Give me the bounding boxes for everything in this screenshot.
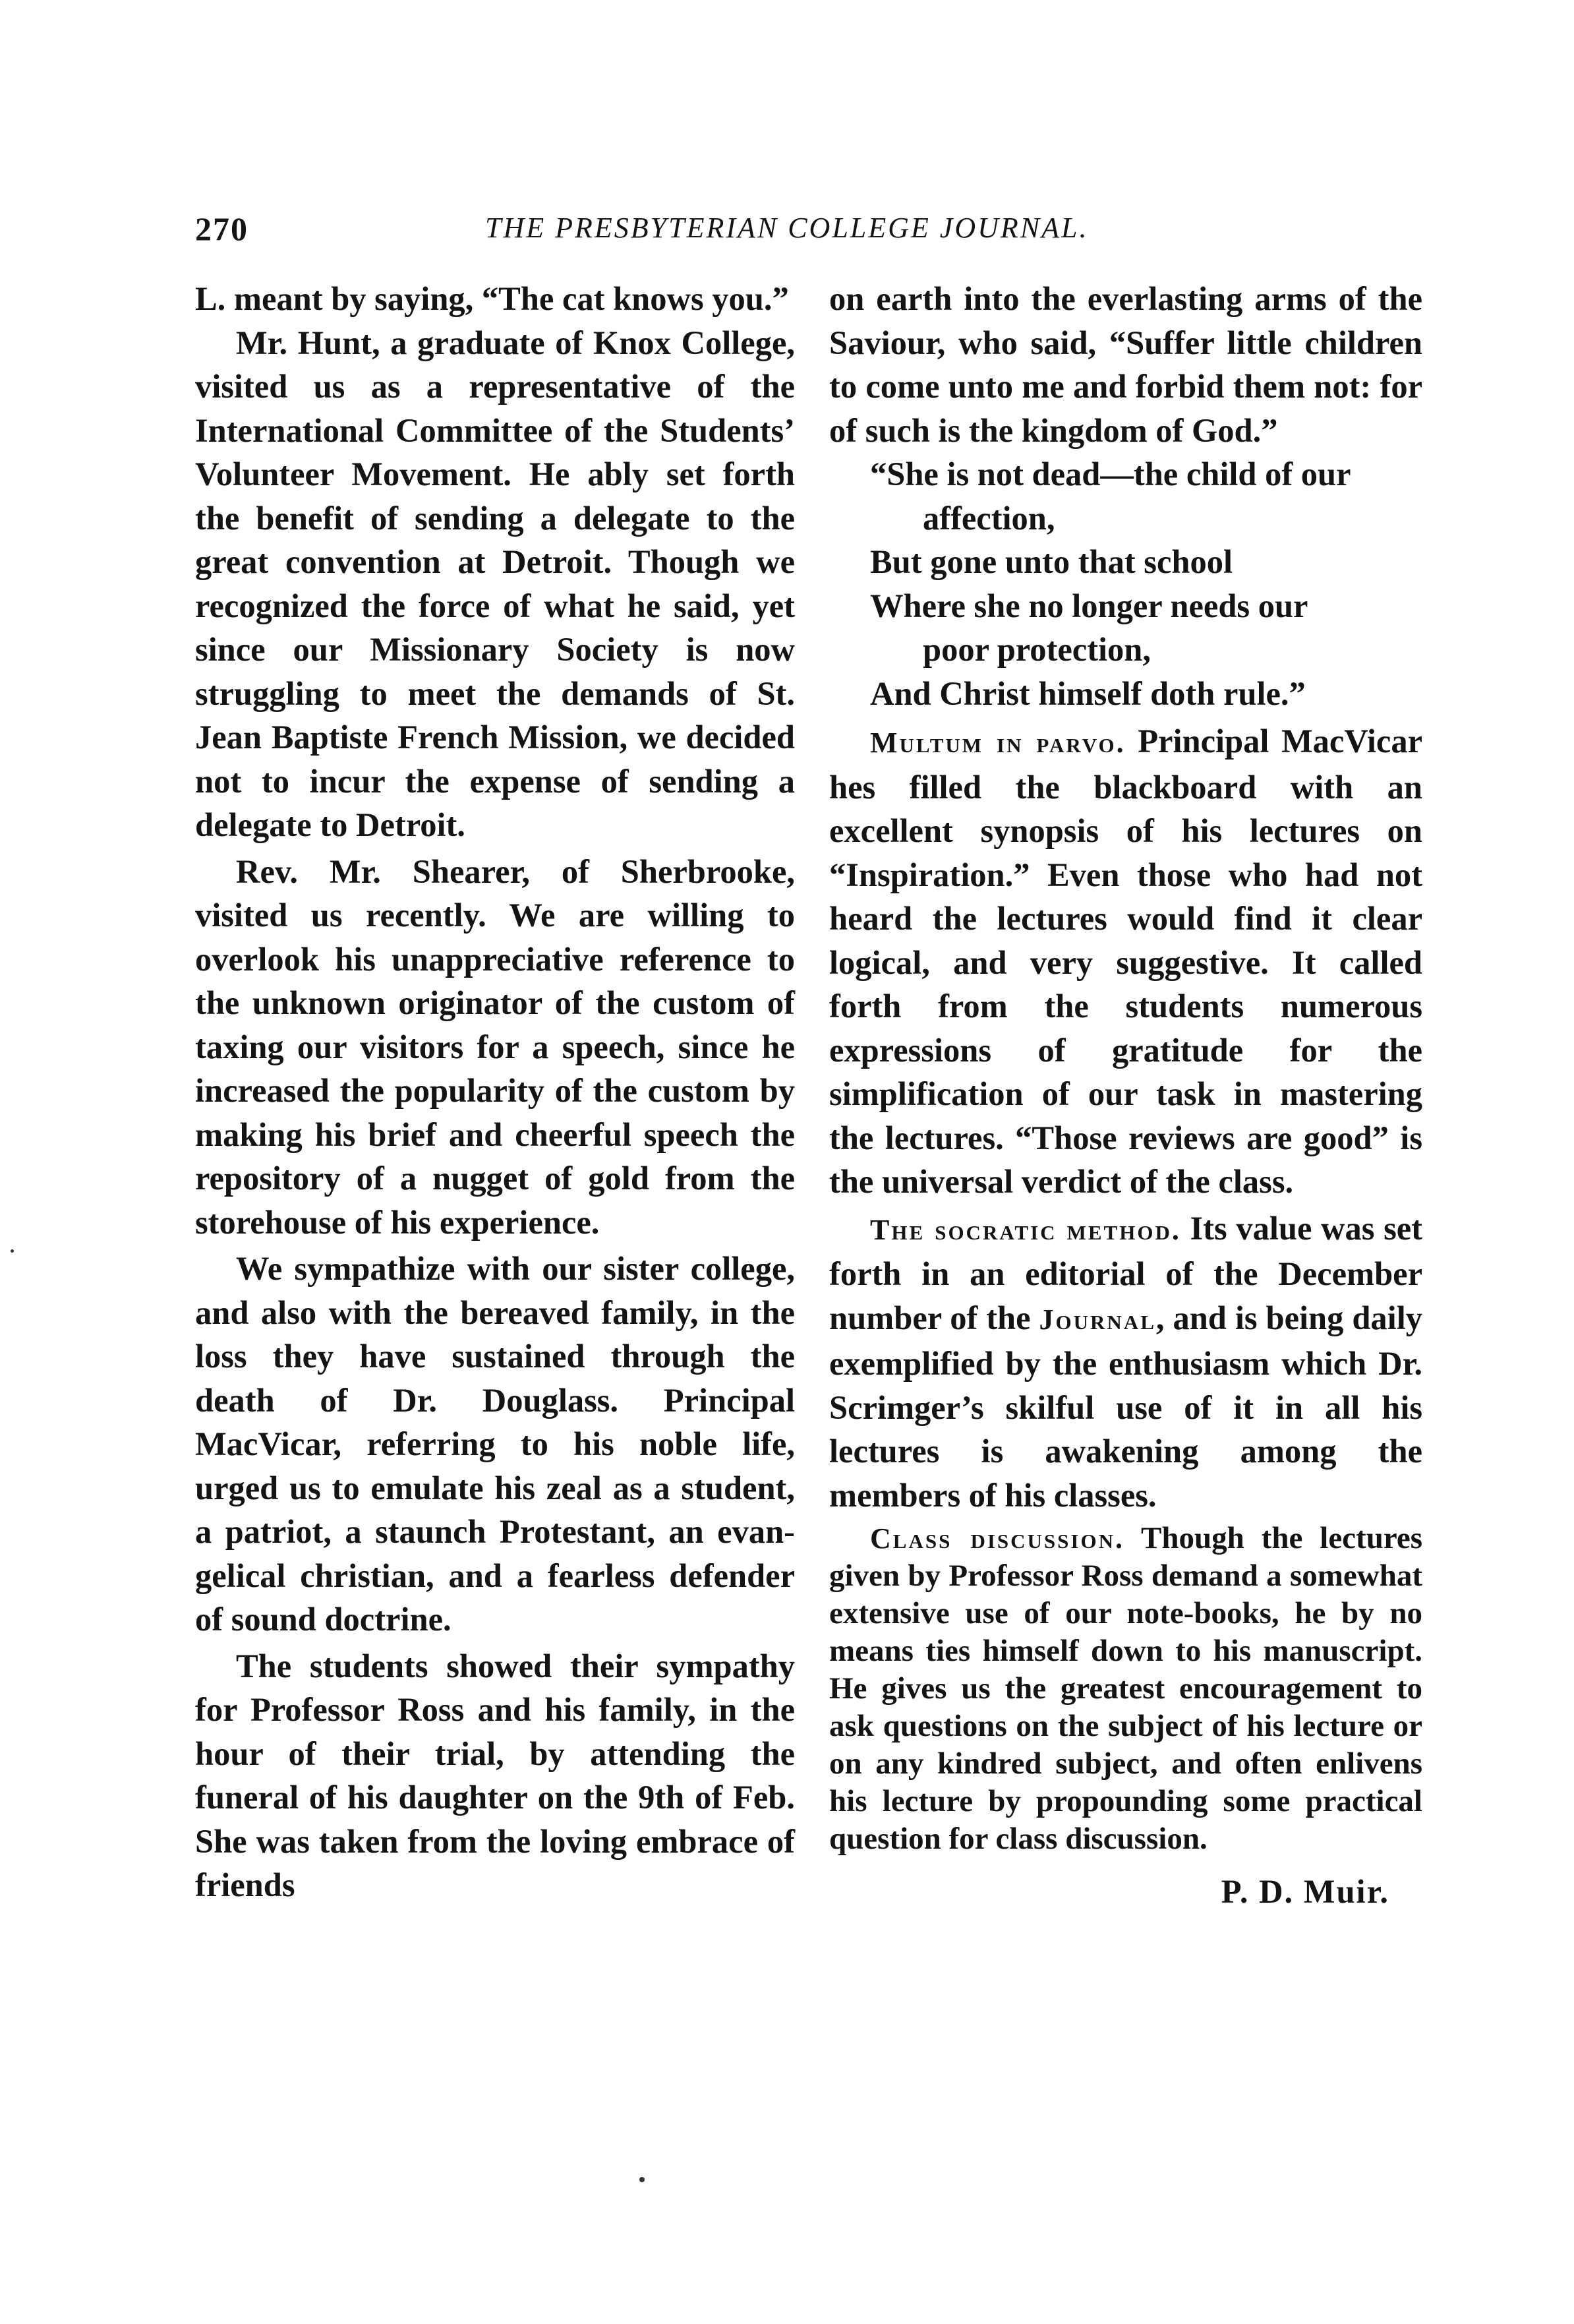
- ink-speck: [639, 2177, 645, 2182]
- paragraph-socratic-method: [829, 1207, 1422, 1518]
- section-text: , and is being daily exemplified by the enthusiasm which Dr. Scrimger’s skilful use of it in all his lectures is awakening among the members of his classes.: [829, 1299, 1422, 1514]
- page-header: [195, 210, 1250, 256]
- poem-line: poor protection,: [923, 631, 1151, 668]
- section-heading: Class discussion.: [870, 1522, 1124, 1555]
- section-heading: The socratic method.: [870, 1213, 1181, 1246]
- journal-name: Journal: [1039, 1303, 1156, 1336]
- paragraph-saviour: on earth into the everlasting arms of the Saviour, who said, “Suffer little children to come unto me and forbid them not: for of such is the kingdom of God.”: [829, 280, 1422, 449]
- poem: [870, 452, 1422, 715]
- poem-line: And Christ himself doth rule.”: [870, 674, 1306, 712]
- running-title: THE PRESBYTERIAN COLLEGE JOURNAL.: [485, 212, 1089, 244]
- section-text: Principal MacVicar hes filled the blackboard with an excellent synopsis of his lectures on “Inspiration.” Even those who had not heard the lectures would find it clear logical, and very suggestive. It called forth from the students numerous expressions of gratitude for the simplification of our task in mastering the lectures. “Those reviews are good” is the universal verdict of the class.: [829, 723, 1422, 1200]
- paragraph-class-discussion: [829, 1520, 1422, 1858]
- paragraph-continuation: L. meant by saying, “The cat knows you.”: [195, 280, 789, 317]
- section-text: Its value was set forth in an editorial of the December number of the: [829, 1209, 1422, 1336]
- paragraph-rev-shearer: Rev. Mr. Shearer, of Sherbrooke, visited us recently. We are willing to overlook his unappreciative reference to the unknown originator of the custom of taxing our visitors for a speech, since he increased the popularity of the custom by making his brief and cheerful speech the repository of a nugget of gold from the storehouse of his experience.: [195, 852, 795, 1241]
- poem-line: “She is not dead—the child of our: [870, 456, 1351, 492]
- section-heading: Multum in parvo.: [870, 727, 1126, 759]
- paragraph-multum-in-parvo: [829, 719, 1422, 1204]
- paragraph-professor-ross: The students showed their sympathy for Professor Ross and his family, in the hour of their trial, by attending the funeral of his daughter on the 9th of Feb. She was taken from the loving embrace of friends: [195, 1647, 795, 1903]
- section-text: Though the lectures given by Professor Ross demand a somewhat extensive use of our note-books, he by no means ties himself down to his manuscript. He gives us the greatest encouragement to ask questions on the subject of his lecture or on any kindred subject, and often enlivens his lecture by propounding some practical question for class discussion.: [829, 1521, 1422, 1856]
- ink-speck: [11, 1249, 14, 1253]
- left-column: [195, 277, 795, 1907]
- signature: P. D. Muir.: [1221, 1873, 1389, 1910]
- paragraph-sister-college: We sympathize with our sister college, and also with the bereaved family, in the loss they have sustained through the death of Dr. Douglass. Principal MacVicar, referring to his noble life, urged us to emulate his zeal as a student, a patriot, a staunch Protestant, an evangelical christian, and a fearless defender of sound doctrine.: [195, 1250, 795, 1638]
- poem-line: affection,: [923, 499, 1055, 537]
- poem-line: Where she no longer needs our: [870, 587, 1308, 624]
- right-column: [829, 277, 1422, 1914]
- paragraph-mr-hunt: Mr. Hunt, a graduate of Knox College, visited us as a representative of the International Committee of the Students’ Volunteer Movement. He ably set forth the benefit of sending a delegate to the great convention at Detroit. Though we recognized the force of what he said, yet since our Missionary Society is now struggling to meet the demands of St. Jean Baptiste French Mission, we decided not to incur the expense of sending a delegate to Detroit.: [195, 324, 795, 843]
- poem-line: But gone unto that school: [870, 543, 1233, 580]
- page-number: 270: [195, 210, 248, 247]
